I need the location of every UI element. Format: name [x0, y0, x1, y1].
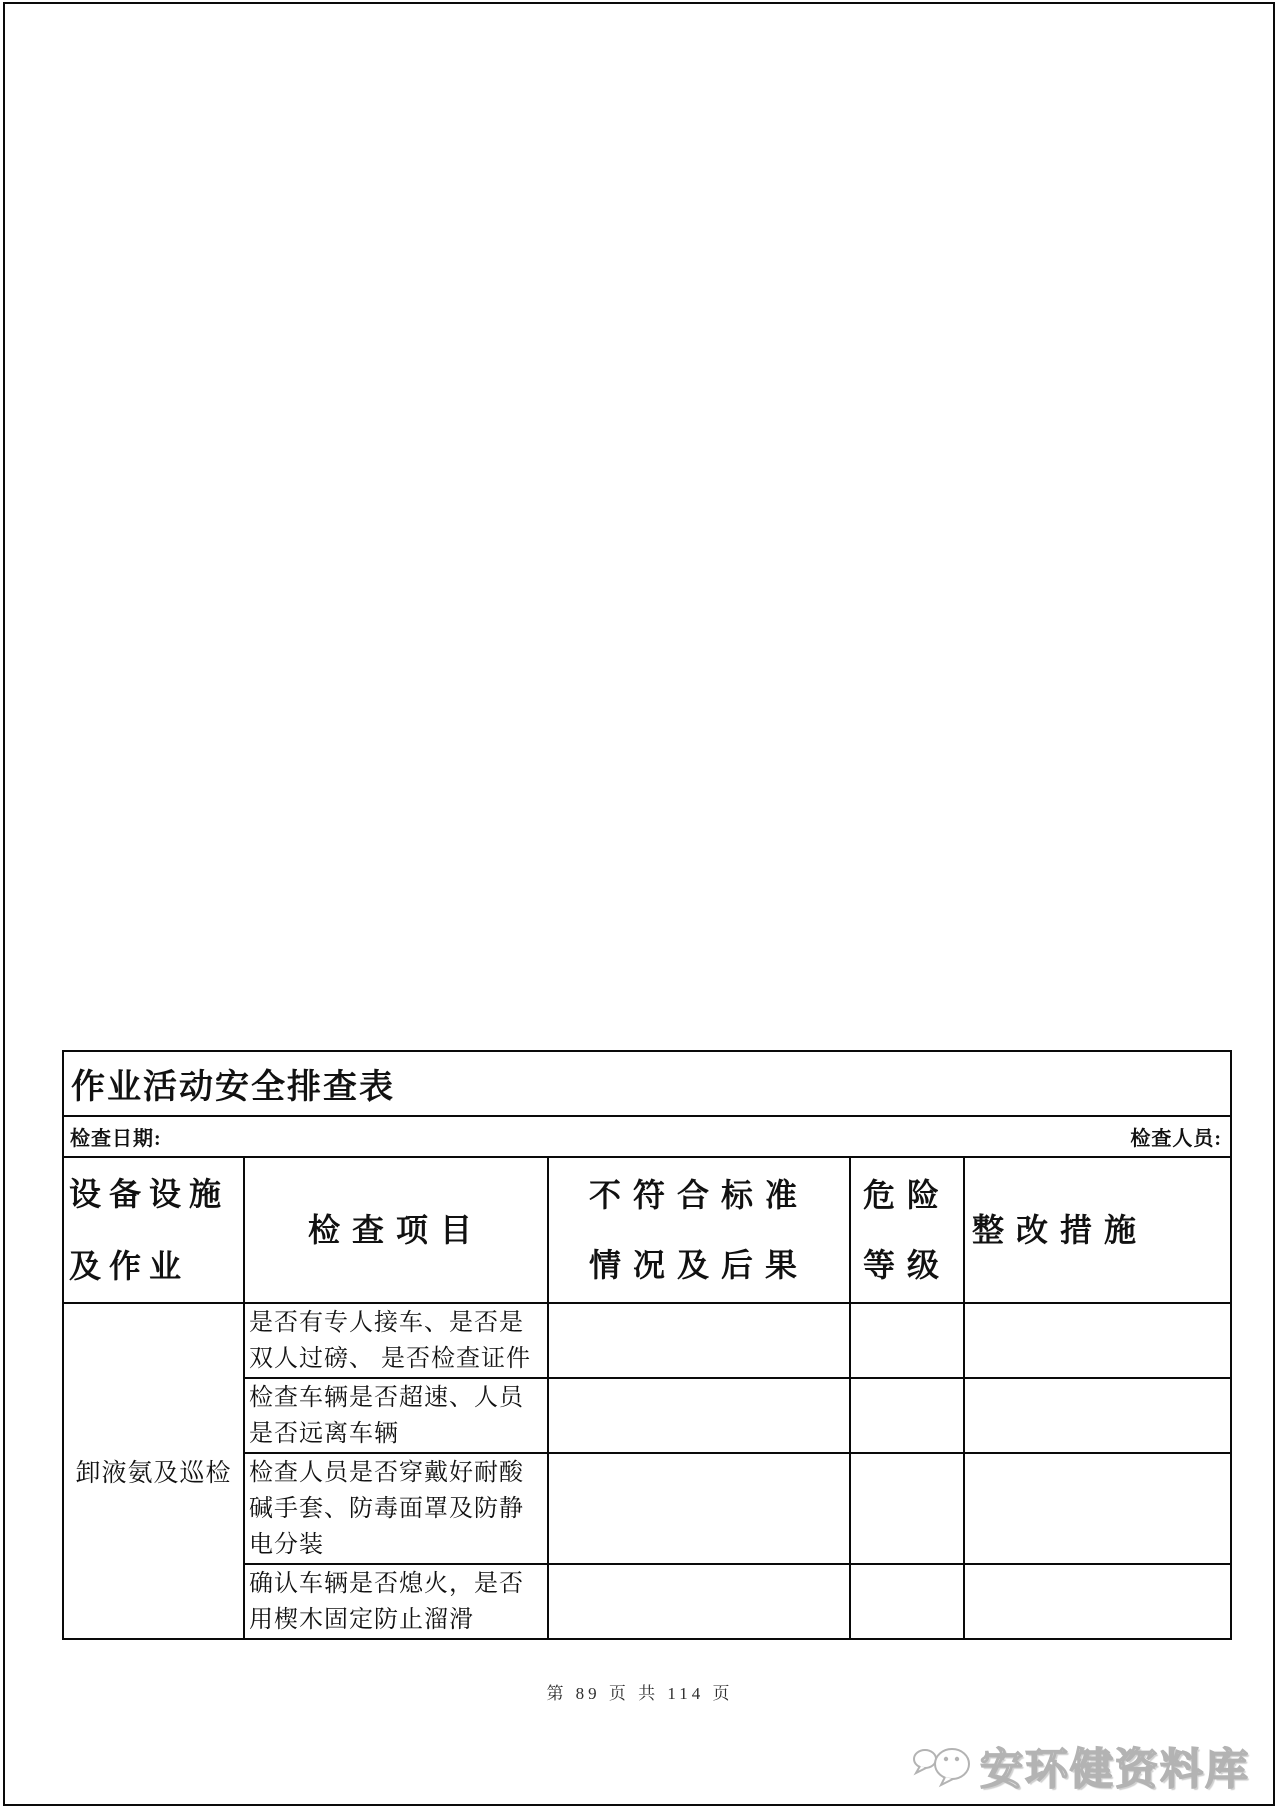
risk-level-cell [850, 1453, 964, 1564]
watermark-text: 安环健资料库 [980, 1747, 1250, 1794]
nonconformance-cell [548, 1453, 850, 1564]
nonconformance-cell [548, 1303, 850, 1378]
header-row [63, 1157, 1231, 1303]
corrective-action-cell [964, 1378, 1231, 1453]
date-row [63, 1116, 1231, 1157]
inspection-date-label: 检查日期: [70, 1128, 162, 1150]
header-cell-check-item: 检查项目 [244, 1157, 548, 1303]
corrective-action-cell [964, 1564, 1231, 1639]
risk-level-cell [850, 1303, 964, 1378]
inspection-item-cell: 是否有专人接车、是否是双人过磅、 是否检查证件 [244, 1303, 548, 1378]
corrective-action-cell [964, 1303, 1231, 1378]
inspection-item-cell: 检查车辆是否超速、人员是否远离车辆 [244, 1378, 548, 1453]
header-cell-risk-level: 危险 等级 [850, 1157, 964, 1303]
equipment-group-cell: 卸液氨及巡检 [63, 1303, 244, 1639]
safety-inspection-table [62, 1050, 1232, 1640]
watermark [912, 1736, 1250, 1797]
inspection-item-cell: 检查人员是否穿戴好耐酸碱手套、防毒面罩及防静电分装 [244, 1453, 548, 1564]
inspector-label: 检查人员: [1130, 1128, 1223, 1150]
header-cell-equipment: 设备设施 及作业 [63, 1157, 244, 1303]
table-row [63, 1303, 1231, 1378]
page-number-footer: 第 89 页 共 114 页 [546, 1684, 734, 1703]
nonconformance-cell [548, 1564, 850, 1639]
header-cell-nonconformance: 不符合标准 情况及后果 [548, 1157, 850, 1303]
chat-bubbles-icon [912, 1744, 976, 1790]
table-title: 作业活动安全排查表 [63, 1051, 1231, 1116]
risk-level-cell [850, 1378, 964, 1453]
nonconformance-cell [548, 1378, 850, 1453]
risk-level-cell [850, 1564, 964, 1639]
inspection-item-cell: 确认车辆是否熄火，是否用楔木固定防止溜滑 [244, 1564, 548, 1639]
corrective-action-cell [964, 1453, 1231, 1564]
header-cell-corrective-action: 整改措施 [964, 1157, 1231, 1303]
